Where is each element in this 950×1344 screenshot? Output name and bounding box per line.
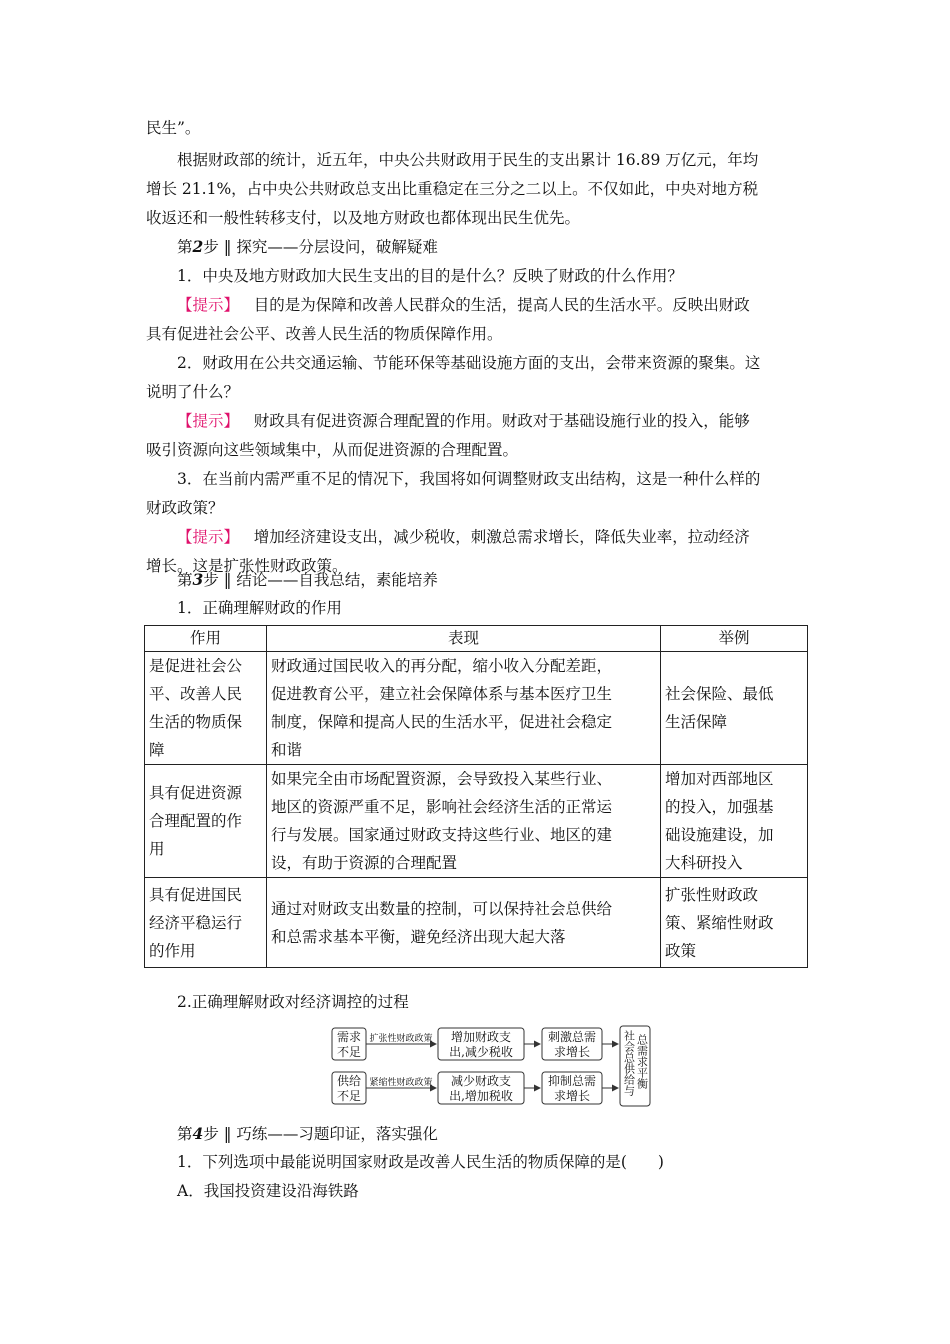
supply-cond-1: 供给 [336, 1074, 362, 1088]
answer-2-line-2: 吸引资源向这些领域集中，从而促进资源的合理配置。 [146, 441, 519, 459]
para1-line-2: 增长 21.1%，占中央公共财政总支出比重稳定在三分之二以上。不仅如此，中央对地方税 [146, 180, 759, 198]
fiscal-regulation-diagram [330, 1024, 655, 1114]
cell-example: 社会保险、最低 生活保障 [661, 652, 808, 765]
table-title: 1．正确理解财政的作用 [177, 599, 342, 617]
cell-role: 具有促进资源 合理配置的作 用 [145, 765, 267, 878]
stimulate-demand-1: 刺激总需 [547, 1030, 597, 1044]
cell-role: 是促进社会公 平、改善人民 生活的物质保 障 [145, 652, 267, 765]
supply-cond-2: 不足 [336, 1089, 362, 1103]
step2-number: 2 [192, 237, 204, 256]
table-row [145, 765, 808, 878]
step2-title: 步 ‖ 探究——分层设问，破解疑难 [203, 238, 438, 256]
step4-title: 步 ‖ 巧练——习题印证，落实强化 [203, 1125, 438, 1143]
header-example: 举例 [661, 626, 808, 652]
answer-1-line-1 [177, 295, 841, 315]
step4-prefix: 第 [177, 1125, 193, 1143]
diagram-title: 2.正确理解财政对经济调控的过程 [177, 993, 409, 1011]
answer-3-text: 增加经济建设支出，减少税收，刺激总需求增长，降低失业率，拉动经济 [253, 528, 750, 546]
increase-spending-2: 出,减少税收 [449, 1045, 513, 1059]
answer-3-line-1 [177, 527, 841, 547]
demand-cond-1: 需求 [336, 1030, 362, 1044]
answer-1-line-2: 具有促进社会公平、改善人民生活的物质保障作用。 [146, 325, 503, 343]
para1-line-1: 根据财政部的统计，近五年，中央公共财政用于民生的支出累计 16.89 万亿元，年均 [177, 151, 759, 169]
answer-3-line-2: 增长。这是扩张性财政政策。 [146, 557, 348, 575]
intro-end-text: 民生”。 [146, 119, 201, 137]
question-2-line-2: 说明了什么？ [146, 383, 240, 401]
question-1: 1．中央及地方财政加大民生支出的目的是什么？反映了财政的什么作用？ [177, 267, 683, 285]
cell-detail: 通过对财政支出数量的控制，可以保持社会总供给 和总需求基本平衡，避免经济出现大起大落 [267, 878, 661, 968]
fiscal-role-table [144, 625, 808, 968]
hint-label: 【提示】 [177, 412, 240, 430]
hint-label: 【提示】 [177, 296, 240, 314]
step4-heading [177, 1124, 841, 1144]
table-header-row [145, 626, 808, 652]
restrain-demand-2: 求增长 [553, 1089, 591, 1103]
result-col-2: 总需求平衡 [635, 1034, 649, 1089]
header-role: 作用 [145, 626, 267, 652]
step3-number: 3 [192, 570, 204, 589]
question-3-line-2: 财政政策？ [146, 499, 224, 517]
answer-2-text: 财政具有促进资源合理配置的作用。财政对于基础设施行业的投入，能够 [253, 412, 750, 430]
header-detail: 表现 [267, 626, 661, 652]
cell-example: 增加对西部地区 的投入，加强基 础设施建设，加 大科研投入 [661, 765, 808, 878]
exercise-1-option-a: A．我国投资建设沿海铁路 [177, 1182, 359, 1200]
step3-title: 步 ‖ 结论——自我总结，素能培养 [203, 571, 438, 589]
restrain-demand-1: 抑制总需 [547, 1074, 597, 1088]
question-3-line-1: 3．在当前内需严重不足的情况下，我国将如何调整财政支出结构，这是一种什么样的 [177, 470, 761, 488]
table-row [145, 878, 808, 968]
result-col-1: 社会总供给与 [622, 1030, 636, 1096]
step2-prefix: 第 [177, 238, 193, 256]
cell-detail: 财政通过国民收入的再分配，缩小收入分配差距， 促进教育公平，建立社会保障体系与基本医疗卫生 制度，保障和提高人民的生活水平，促进社会稳定 和谐 [267, 652, 661, 765]
increase-spending-1: 增加财政支 [450, 1030, 512, 1044]
answer-2-line-1 [177, 411, 841, 431]
step3-prefix: 第 [177, 571, 193, 589]
step2-heading [177, 237, 841, 257]
contractionary-policy-label: 紧缩性财政政策 [369, 1078, 433, 1088]
expansionary-policy-label: 扩张性财政政策 [369, 1034, 433, 1044]
stimulate-demand-2: 求增长 [553, 1045, 591, 1059]
demand-cond-2: 不足 [336, 1045, 362, 1059]
cell-role: 具有促进国民 经济平稳运行 的作用 [145, 878, 267, 968]
table-row [145, 652, 808, 765]
para1-line-3: 收返还和一般性转移支付，以及地方财政也都体现出民生优先。 [146, 209, 581, 227]
decrease-spending-1: 减少财政支 [450, 1074, 512, 1088]
cell-detail: 如果完全由市场配置资源，会导致投入某些行业、 地区的资源严重不足，影响社会经济生活的正常运 行与发展。国家通过财政支持这些行业、地区的建 设，有助于资源的合理配置 [267, 765, 661, 878]
hint-label: 【提示】 [177, 528, 240, 546]
decrease-spending-2: 出,增加税收 [449, 1089, 513, 1103]
question-2-line-1: 2．财政用在公共交通运输、节能环保等基础设施方面的支出，会带来资源的聚集。这 [177, 354, 761, 372]
step4-number: 4 [192, 1124, 204, 1143]
answer-1-text: 目的是为保障和改善人民群众的生活，提高人民的生活水平。反映出财政 [253, 296, 750, 314]
cell-example: 扩张性财政政 策、紧缩性财政 政策 [661, 878, 808, 968]
step3-heading [177, 570, 841, 590]
exercise-1: 1．下列选项中最能说明国家财政是改善人民生活的物质保障的是( ) [177, 1153, 664, 1171]
